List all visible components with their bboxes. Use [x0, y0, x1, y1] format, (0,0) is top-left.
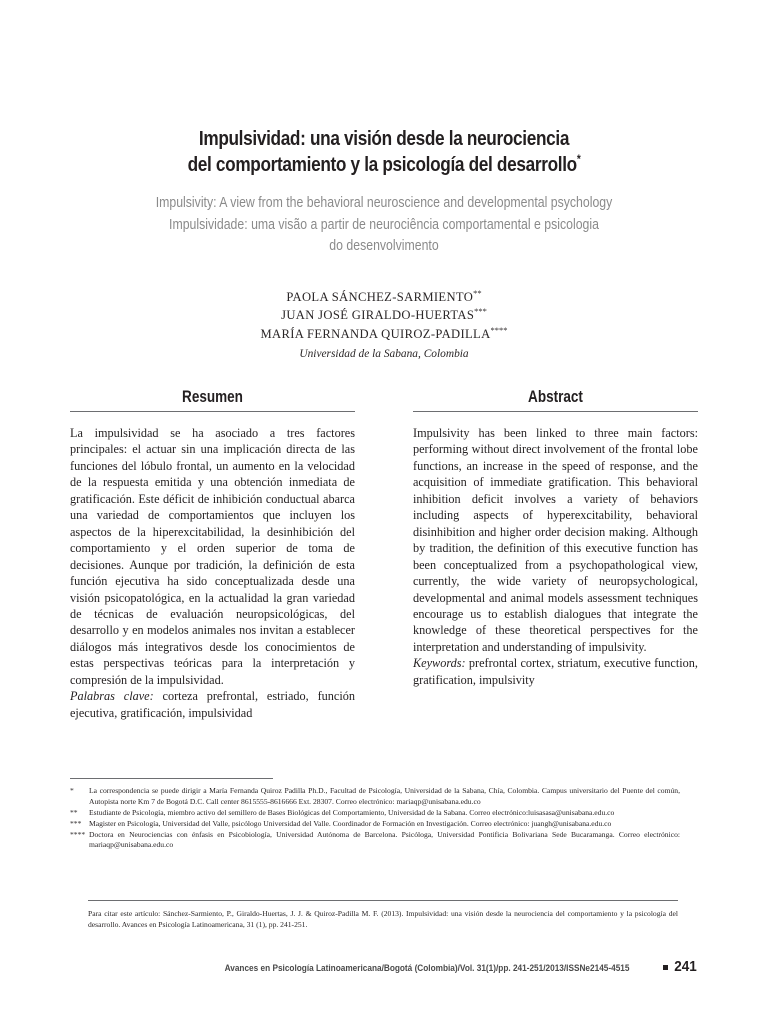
citation-block [88, 900, 678, 930]
title-line-1: Impulsividad: una visión desde la neurociencia [198, 127, 570, 150]
author-2-text: JUAN JOSÉ GIRALDO-HUERTAS [281, 308, 475, 323]
article-title [120, 126, 648, 178]
footnote-marker: ** [70, 807, 78, 817]
abstract-heading-rule [413, 411, 698, 412]
subtitle-english: Impulsivity: A view from the behavioral neuroscience and developmental psychology [155, 195, 613, 211]
footnote-item [70, 819, 680, 830]
subtitle-portuguese-line-2: do desenvolvimento [329, 238, 439, 254]
footnote-marker: * [70, 786, 74, 795]
footnote-item [70, 786, 680, 807]
title-footnote-marker: * [576, 152, 581, 167]
author-2-marker: *** [474, 306, 487, 317]
citation-separator-rule [88, 900, 678, 901]
footnotes-separator-rule [70, 778, 273, 779]
footnote-text: Doctora en Neurociencias con énfasis en Psicobiología, Universidad Autónoma de Barcelona. Psicóloga, Universidad Pontificia Bolivariana Sede Bucaramanga. Correo electrónico: mariaqp@unisabana.edu.co [89, 829, 680, 850]
footnote-marker: **** [70, 829, 86, 839]
author-name-3 [70, 325, 698, 343]
title-line-2: del comportamiento y la psicología del desarrollo [187, 153, 577, 176]
abstract-column [413, 388, 698, 721]
authors-block [70, 288, 698, 363]
resumen-heading-rule [70, 411, 355, 412]
resumen-keywords-values: corteza prefrontal, estriado, función ejecutiva, gratificación, impulsividad [70, 689, 355, 720]
resumen-heading: Resumen [182, 388, 243, 406]
abstract-body [413, 425, 698, 688]
abstract-keywords [413, 655, 698, 688]
resumen-paragraph: La impulsividad se ha asociado a tres factores principales: el actuar sin una implicación directa de las funciones del lóbulo frontal, un aumento en la velocidad de la respuesta emitida y una obtención inmediata de gratificación. Este déficit de inhibición conductual abarca una variedad de comportamientos que incluyen los aspectos de la hiperexcitabilidad, la desinhibición del comportamiento y el orden superior de toma de decisiones. Aunque por tradición, la definición de esta función ejecutiva ha sido conceptualizada desde una visión psicopatológica, en la actualidad la gran variedad de técnicas de evaluación neuropsicológicas, del desarrollo y en modelos animales nos invitan a establecer diálogos más integrativos desde los conocimientos de estas perspectivas teóricas para la interpretación y compresión de la impulsividad. [70, 426, 355, 687]
footnotes-block [70, 778, 680, 852]
abstract-keywords-label: Keywords: [413, 656, 466, 671]
abstract-heading: Abstract [528, 388, 583, 406]
footer-page-number: 241 [674, 958, 697, 975]
author-name-1 [70, 288, 698, 306]
footnote-text: La correspondencia se puede dirigir a María Fernanda Quiroz Padilla Ph.D., Facultad de Psicología, Universidad de la Sabana, Chía, Colombia. Campus universitario del Puente del común, Autopista norte Km 7 de Bogotá D.C. Call center 8615555-8616666 Ext. 28307. Correo electrónico: mariaqp@unisabana.edu.co [89, 786, 680, 806]
footer-square-icon [663, 965, 668, 970]
citation-text: Para citar este artículo: Sánchez-Sarmiento, P., Giraldo-Huertas, J. J. & Quiroz-Padilla M. F. (2013). Impulsividad: una visión desde la neurociencia del comportamiento y la psicología del desarrollo. Avances en Psicología Latinoamericana, 31 (1), pp. 241-251. [88, 909, 678, 929]
footnote-item [70, 830, 680, 851]
subtitle-block [114, 193, 654, 258]
author-name-2 [70, 306, 698, 324]
author-3-marker: **** [490, 324, 508, 335]
footnote-marker: *** [70, 818, 82, 828]
title-block [70, 126, 698, 258]
resumen-keywords-label: Palabras clave: [70, 689, 154, 704]
footnote-text: Estudiante de Psicología, miembro activo del semillero de Bases Biológicas del Comportamiento, Universidad de la Sabana. Correo electrónico:luisasasa@unisabana.edu.co [89, 807, 615, 817]
resumen-body [70, 425, 355, 721]
author-1-marker: ** [473, 287, 482, 298]
abstract-paragraph: Impulsivity has been linked to three main factors: performing without direct involvement of the frontal lobe functions, an increase in the speed of response, and the acquisition of immediate gratification. This behavioral inhibition deficit involves a variety of behaviors including aspects of hyperexcitability, behavioral disinhibition and higher order decision making. Although by tradition, the definition of this executive function has been conceptualized from a psychopathological view, currently, the wide variety of neuropsychological, developmental and animal models assessment techniques encourage us to establish dialogues that integrate the knowledge of these theoretical perspectives for the interpretation and understanding of impulsivity. [413, 426, 698, 654]
subtitle-portuguese-line-1: Impulsividade: uma visão a partir de neurociência comportamental e psicologia [169, 216, 599, 233]
resumen-keywords [70, 688, 355, 721]
author-1-text: PAOLA SÁNCHEZ-SARMIENTO [286, 290, 474, 304]
page-footer [70, 958, 698, 975]
footnote-text: Magister en Psicología, Universidad del Valle, psicólogo Universidad del Valle. Coordinador de Formación en Investigación. Correo electrónico: juangh@unisabana.edu.co [89, 818, 612, 828]
author-3-text: MARÍA FERNANDA QUIROZ-PADILLA [260, 326, 491, 341]
footnote-item [70, 808, 680, 819]
author-affiliation: Universidad de la Sabana, Colombia [299, 347, 469, 360]
footer-journal-line: Avances en Psicología Latinoamericana/Bogotá (Colombia)/Vol. 31(1)/pp. 241-251/2013/ISSNe2145-4515 [224, 962, 630, 973]
abstract-keywords-values: prefrontal cortex, striatum, executive function, gratification, impulsivity [413, 656, 698, 687]
resumen-column [70, 388, 355, 721]
abstract-columns [70, 388, 698, 721]
